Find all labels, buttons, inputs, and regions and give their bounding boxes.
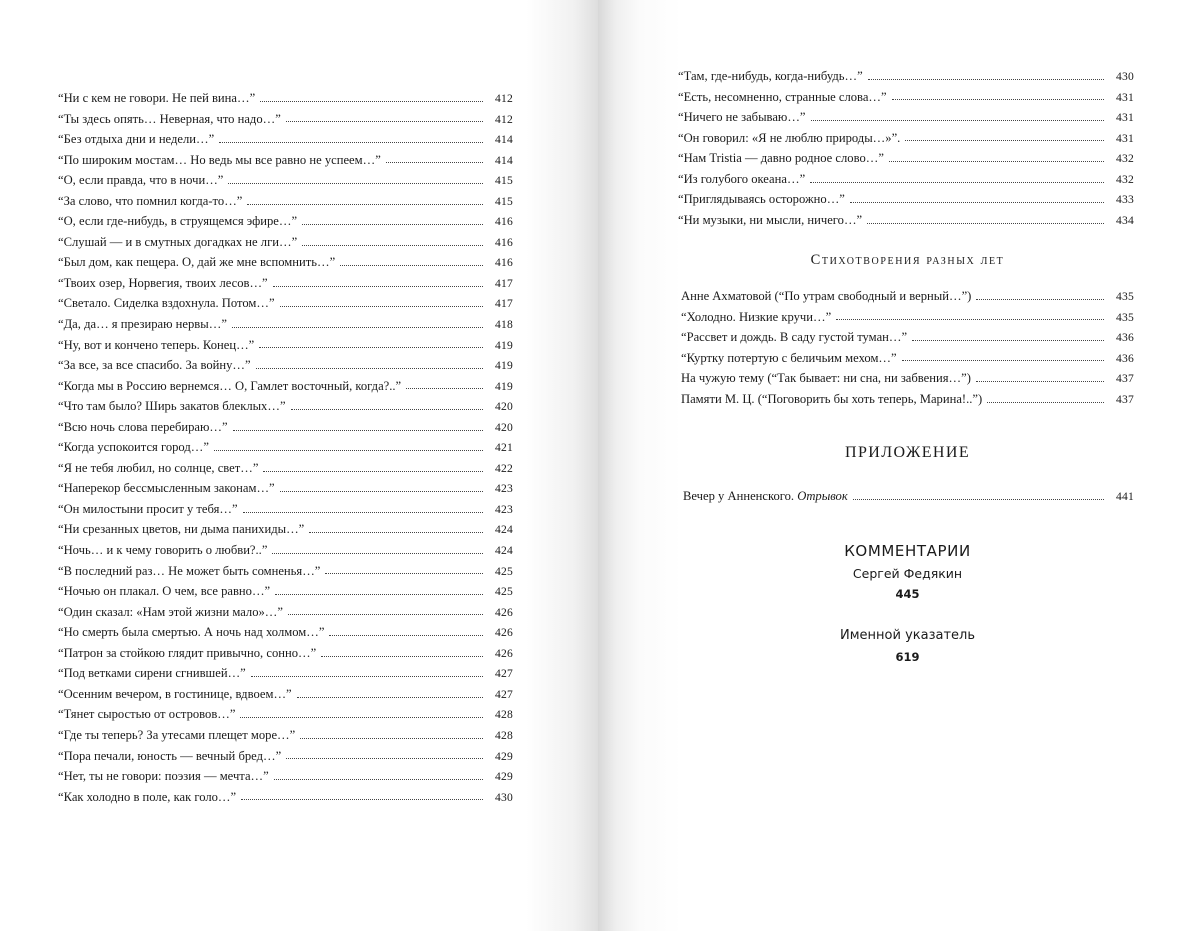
toc-entry-page: 420 — [495, 420, 513, 434]
toc-entry[interactable] — [681, 348, 1134, 369]
toc-entry[interactable] — [683, 486, 1134, 507]
commentary-author: Сергей Федякин — [852, 566, 963, 581]
dot-leader — [240, 717, 483, 718]
toc-entry-page: 432 — [1116, 172, 1134, 186]
toc-entry-title: “О, если правда, что в ночи…” — [58, 173, 224, 188]
toc-entry[interactable] — [58, 643, 513, 664]
toc-entry-page: 423 — [495, 502, 513, 516]
toc-entry[interactable] — [58, 355, 513, 376]
toc-entry-title: “Ты здесь опять… Неверная, что надо…” — [58, 111, 281, 126]
toc-entry[interactable] — [58, 376, 513, 397]
toc-entry[interactable] — [58, 335, 513, 356]
toc-entry-page: 414 — [495, 153, 513, 167]
toc-entry-page: 412 — [495, 112, 513, 126]
toc-entry-title: “За все, за все спасибо. За войну…” — [58, 358, 251, 373]
toc-entry[interactable] — [58, 293, 513, 314]
toc-entry[interactable] — [58, 150, 513, 171]
toc-entry[interactable] — [58, 499, 513, 520]
toc-entry[interactable] — [678, 128, 1134, 149]
toc-entry-title: “Он милостыни просит у тебя…” — [58, 501, 238, 516]
dot-leader — [280, 491, 483, 492]
dot-leader — [263, 471, 483, 472]
dot-leader — [286, 121, 483, 122]
toc-entry-title: “Один сказал: «Нам этой жизни мало»…” — [58, 604, 283, 619]
toc-entry-title: “Холодно. Низкие кручи…” — [681, 309, 832, 324]
dot-leader — [905, 140, 1104, 141]
toc-entry-title: “Ну, вот и кончено теперь. Конец…” — [58, 337, 255, 352]
dot-leader — [302, 224, 483, 225]
toc-entry-title: “По широким мостам… Но ведь мы все равно не успеем…” — [58, 152, 381, 167]
toc-entry-title: “Всю ночь слова перебираю…” — [58, 419, 228, 434]
toc-entry-page: 436 — [1116, 351, 1134, 365]
toc-entry[interactable] — [58, 725, 513, 746]
toc-entry-title: “Пора печали, юность — вечный бред…” — [58, 748, 282, 763]
dot-leader — [241, 799, 483, 800]
toc-entry-subtitle: Отрывок — [797, 489, 848, 503]
dot-leader — [987, 402, 1104, 403]
dot-leader — [340, 265, 483, 266]
toc-entry-page: 435 — [1116, 310, 1134, 324]
toc-entry[interactable] — [58, 417, 513, 438]
toc-entry-page: 431 — [1116, 90, 1134, 104]
toc-entry-page: 435 — [1116, 290, 1134, 303]
toc-entry-title: “Когда успокоится город…” — [58, 440, 209, 455]
toc-entry-title: “Наперекор бессмысленным законам…” — [58, 481, 275, 496]
dot-leader — [868, 79, 1104, 80]
toc-entry[interactable] — [58, 437, 513, 458]
right-toc-list-appendix — [683, 486, 1134, 507]
commentary-heading: КОММЕНТАРИИ — [844, 542, 971, 560]
toc-entry-title: На чужую тему (“Так бывает: ни сна, ни забвения…”) — [681, 371, 971, 386]
dot-leader — [889, 161, 1104, 162]
dot-leader — [811, 120, 1104, 121]
toc-entry-title: “Ни музыки, ни мысли, ничего…” — [678, 212, 863, 227]
toc-entry-title: “Я не тебя любил, но солнце, свет…” — [58, 460, 259, 475]
dot-leader — [912, 340, 1104, 341]
toc-entry-title: “За слово, что помнил когда-то…” — [58, 193, 243, 208]
toc-entry-page: 417 — [495, 297, 513, 311]
dot-leader — [386, 162, 483, 163]
toc-entry-page: 417 — [495, 276, 513, 290]
right-toc-list-misc — [681, 286, 1134, 409]
toc-entry-title — [683, 486, 848, 507]
toc-entry-page: 425 — [495, 564, 513, 578]
toc-entry-title: “Куртку потертую с беличьим мехом…” — [681, 350, 897, 365]
dot-leader — [297, 697, 483, 698]
toc-entry-page: 425 — [495, 585, 513, 599]
toc-entry[interactable] — [58, 787, 513, 808]
toc-entry-title: “Нам Tristia — давно родное слово…” — [678, 151, 884, 166]
toc-entry-title: “Ни срезанных цветов, ни дыма панихиды…” — [58, 522, 305, 537]
toc-entry-page: 430 — [1116, 70, 1134, 83]
dot-leader — [232, 327, 483, 328]
toc-entry-page: 433 — [1116, 193, 1134, 207]
dot-leader — [247, 204, 483, 205]
left-page — [0, 0, 598, 931]
toc-entry-title: “Когда мы в Россию вернемся… О, Гамлет восточный, когда?..” — [58, 378, 402, 393]
toc-entry-page: 416 — [495, 256, 513, 270]
toc-entry[interactable] — [58, 170, 513, 191]
toc-entry-title: “Из голубого океана…” — [678, 171, 806, 186]
toc-entry-page: 429 — [495, 749, 513, 763]
toc-entry-page: 424 — [495, 523, 513, 537]
toc-entry[interactable] — [58, 273, 513, 294]
toc-entry[interactable] — [58, 540, 513, 561]
toc-entry-title: Памяти М. Ц. (“Поговорить бы хоть теперь, Марина!..”) — [681, 391, 983, 406]
dot-leader — [233, 430, 483, 431]
toc-entry-title: “Ни с кем не говори. Не пей вина…” — [58, 91, 256, 105]
toc-entry-title-main: Вечер у Анненского. — [683, 489, 795, 503]
dot-leader — [325, 573, 483, 574]
toc-entry-page: 437 — [1116, 372, 1134, 386]
toc-entry-page: 426 — [495, 646, 513, 660]
dot-leader — [288, 614, 483, 615]
toc-entry-page: 419 — [495, 379, 513, 393]
dot-leader — [850, 202, 1104, 203]
section-heading-appendix: ПРИЛОЖЕНИЕ — [844, 444, 970, 461]
toc-entry[interactable] — [58, 232, 513, 253]
toc-entry-title: “Есть, несомненно, странные слова…” — [678, 89, 887, 104]
dot-leader — [836, 319, 1104, 320]
dot-leader — [259, 347, 483, 348]
dot-leader — [214, 450, 483, 451]
toc-entry-page: 427 — [495, 667, 513, 681]
toc-entry-title: Анне Ахматовой (“По утрам свободный и верный…”) — [681, 289, 972, 303]
toc-entry-title: “Твоих озер, Норвегия, твоих лесов…” — [58, 275, 268, 290]
toc-entry-title: “Был дом, как пещера. О, дай же мне вспомнить…” — [58, 255, 336, 270]
toc-entry[interactable] — [681, 368, 1134, 389]
left-toc-list — [58, 88, 513, 807]
dot-leader — [902, 360, 1104, 361]
toc-entry[interactable] — [58, 581, 513, 602]
dot-leader — [251, 676, 483, 677]
dot-leader — [273, 286, 483, 287]
toc-entry[interactable] — [58, 252, 513, 273]
toc-entry[interactable] — [681, 327, 1134, 348]
toc-entry-title: “Ночь… и к чему говорить о любви?..” — [58, 543, 268, 558]
toc-entry-page: 416 — [495, 235, 513, 249]
toc-entry-page: 436 — [1116, 331, 1134, 345]
toc-entry[interactable] — [678, 107, 1134, 128]
toc-entry[interactable] — [58, 191, 513, 212]
toc-entry-title: “Там, где-нибудь, когда-нибудь…” — [678, 69, 863, 83]
toc-entry-title: “Как холодно в поле, как голо…” — [58, 789, 237, 804]
dot-leader — [329, 635, 483, 636]
toc-entry-title: “Слушай — и в смутных догадках не лги…” — [58, 234, 298, 249]
toc-entry[interactable] — [58, 314, 513, 335]
toc-entry-title: “Но смерть была смертью. А ночь над холмом…” — [58, 625, 325, 640]
dot-leader — [274, 779, 483, 780]
section-heading-misc-years: Стихотворения разных лет — [810, 252, 1005, 268]
toc-entry-page: 432 — [1116, 152, 1134, 166]
toc-entry-page: 412 — [495, 92, 513, 105]
toc-entry-title: “Рассвет и дождь. В саду густой туман…” — [681, 330, 908, 345]
toc-entry[interactable] — [58, 211, 513, 232]
toc-entry-page: 437 — [1116, 392, 1134, 406]
dot-leader — [260, 101, 483, 102]
toc-entry-title: “О, если где-нибудь, в струящемся эфире…” — [58, 214, 298, 229]
toc-entry-title: “Ничего не забываю…” — [678, 110, 806, 125]
toc-entry[interactable] — [678, 210, 1134, 231]
toc-entry-title: “Осенним вечером, в гостинице, вдвоем…” — [58, 686, 292, 701]
dot-leader — [853, 499, 1104, 500]
toc-entry-page: 441 — [1116, 490, 1134, 503]
dot-leader — [280, 306, 483, 307]
toc-entry-page: 423 — [495, 482, 513, 496]
toc-entry-page: 419 — [495, 359, 513, 373]
toc-entry-page: 419 — [495, 338, 513, 352]
dot-leader — [228, 183, 483, 184]
name-index-heading: Именной указатель — [840, 628, 975, 643]
toc-entry-title: “Да, да… я презираю нервы…” — [58, 317, 227, 332]
commentary-page: 445 — [895, 587, 920, 601]
toc-entry-title: “Где ты теперь? За утесами плещет море…” — [58, 727, 296, 742]
name-index-page: 619 — [895, 650, 920, 664]
toc-entry-title: “Под ветками сирени сгнившей…” — [58, 666, 246, 681]
toc-entry-page: 422 — [495, 461, 513, 475]
toc-entry[interactable] — [58, 109, 513, 130]
toc-entry[interactable] — [678, 66, 1134, 87]
toc-entry[interactable] — [58, 458, 513, 479]
toc-entry[interactable] — [58, 396, 513, 417]
toc-entry[interactable] — [58, 746, 513, 767]
toc-entry-page: 415 — [495, 194, 513, 208]
toc-entry[interactable] — [58, 663, 513, 684]
toc-entry-title: “Что там было? Ширь закатов блеклых…” — [58, 399, 286, 414]
dot-leader — [256, 368, 483, 369]
dot-leader — [300, 738, 483, 739]
toc-entry-page: 424 — [495, 544, 513, 558]
toc-entry[interactable] — [678, 189, 1134, 210]
dot-leader — [321, 656, 483, 657]
dot-leader — [892, 99, 1104, 100]
dot-leader — [867, 223, 1104, 224]
toc-entry-page: 427 — [495, 687, 513, 701]
toc-entry-page: 429 — [495, 770, 513, 784]
toc-entry[interactable] — [58, 684, 513, 705]
dot-leader — [309, 532, 483, 533]
dot-leader — [976, 381, 1104, 382]
toc-entry-page: 428 — [495, 708, 513, 722]
toc-entry-page: 420 — [495, 400, 513, 414]
toc-entry-page: 414 — [495, 133, 513, 147]
toc-entry-title: “Приглядываясь осторожно…” — [678, 192, 845, 207]
toc-entry[interactable] — [58, 602, 513, 623]
toc-entry[interactable] — [58, 88, 513, 109]
toc-entry-page: 418 — [495, 318, 513, 332]
toc-entry-page: 421 — [495, 441, 513, 455]
right-toc-list-top — [678, 66, 1134, 230]
toc-entry-page: 428 — [495, 728, 513, 742]
toc-entry[interactable] — [58, 704, 513, 725]
toc-entry-page: 415 — [495, 174, 513, 188]
toc-entry-page: 426 — [495, 605, 513, 619]
dot-leader — [291, 409, 483, 410]
toc-entry-page: 426 — [495, 626, 513, 640]
toc-entry[interactable] — [678, 87, 1134, 108]
toc-entry-page: 431 — [1116, 131, 1134, 145]
toc-entry-title: “Ночью он плакал. О чем, все равно…” — [58, 584, 271, 599]
toc-entry-page: 430 — [495, 790, 513, 804]
toc-entry-title: “Патрон за стойкою глядит привычно, сонно…” — [58, 645, 317, 660]
toc-entry-title: “Он говорил: «Я не люблю природы…»”. — [678, 130, 901, 145]
toc-entry[interactable] — [681, 286, 1134, 307]
toc-entry[interactable] — [678, 148, 1134, 169]
dot-leader — [272, 553, 483, 554]
dot-leader — [219, 142, 483, 143]
toc-entry-page: 434 — [1116, 213, 1134, 227]
toc-entry-title: “Светало. Сиделка вздохнула. Потом…” — [58, 296, 275, 311]
toc-entry-title: “Без отдыха дни и недели…” — [58, 132, 215, 147]
dot-leader — [302, 245, 483, 246]
dot-leader — [810, 182, 1104, 183]
toc-entry-title: “В последний раз… Не может быть сомненья…” — [58, 563, 321, 578]
toc-entry-page: 431 — [1116, 111, 1134, 125]
dot-leader — [406, 388, 483, 389]
dot-leader — [243, 512, 483, 513]
toc-entry[interactable] — [58, 622, 513, 643]
dot-leader — [286, 758, 483, 759]
dot-leader — [275, 594, 483, 595]
toc-entry[interactable] — [58, 478, 513, 499]
toc-entry[interactable] — [681, 389, 1134, 410]
toc-entry-title: “Тянет сыростью от островов…” — [58, 707, 236, 722]
toc-entry[interactable] — [678, 169, 1134, 190]
dot-leader — [976, 299, 1104, 300]
toc-entry[interactable] — [681, 307, 1134, 328]
toc-entry[interactable] — [58, 561, 513, 582]
toc-entry-title: “Нет, ты не говори: поэзия — мечта…” — [58, 769, 269, 784]
toc-entry-page: 416 — [495, 215, 513, 229]
toc-entry[interactable] — [58, 519, 513, 540]
toc-entry[interactable] — [58, 129, 513, 150]
toc-entry[interactable] — [58, 766, 513, 787]
